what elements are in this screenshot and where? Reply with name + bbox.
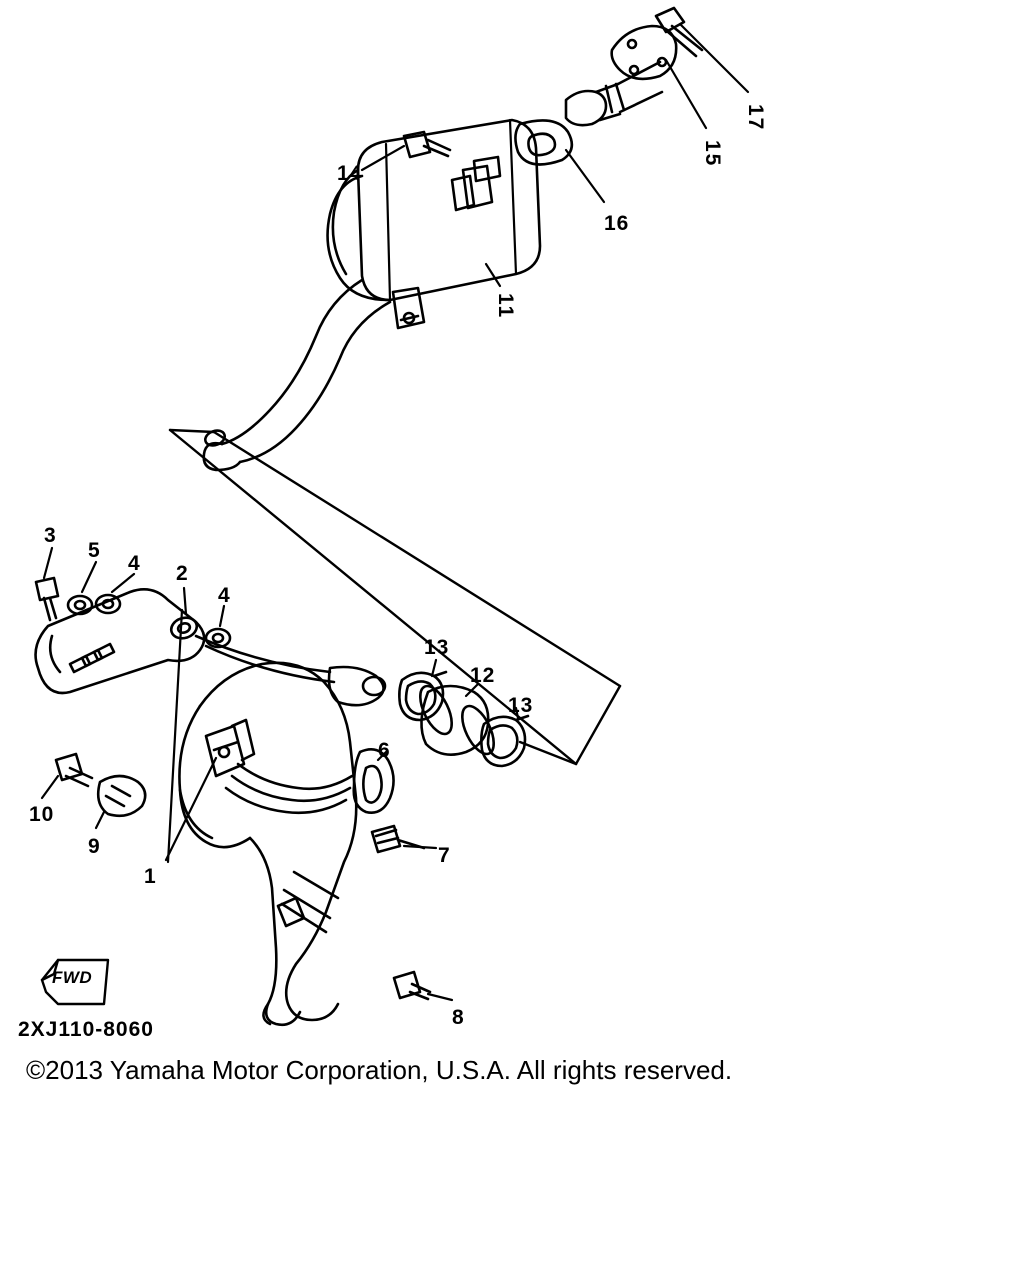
stay-rod xyxy=(196,636,385,705)
part-15-spark-arrester xyxy=(566,26,676,125)
callout-4b: 4 xyxy=(218,584,231,607)
part-1-expansion-chamber xyxy=(179,663,356,1025)
part-12-joint-pipe xyxy=(414,681,500,758)
part-5-washer xyxy=(68,596,92,614)
callout-16: 16 xyxy=(604,212,630,235)
callout-5: 5 xyxy=(88,539,101,562)
callout-3: 3 xyxy=(44,524,57,547)
callout-15: 15 xyxy=(701,140,724,168)
callout-12: 12 xyxy=(470,664,496,687)
part-10-bolt xyxy=(56,754,92,786)
callout-8: 8 xyxy=(452,1006,465,1029)
part-8-bolt xyxy=(394,972,430,999)
callout-7: 7 xyxy=(438,844,451,867)
fwd-direction-marker xyxy=(38,958,110,1008)
callout-13a: 13 xyxy=(424,636,450,659)
diagram-part-number: 2XJ110-8060 xyxy=(18,1018,154,1041)
callout-11: 11 xyxy=(494,293,517,320)
part-11-silencer xyxy=(203,120,540,470)
callout-6: 6 xyxy=(378,739,391,762)
callout-14: 14 xyxy=(337,162,363,185)
part-9-damper xyxy=(98,776,145,816)
part-13-clamp-a xyxy=(399,672,446,720)
callout-4a: 4 xyxy=(128,552,141,575)
part-17-bolt xyxy=(656,8,702,56)
callout-10: 10 xyxy=(29,803,55,826)
copyright-notice: ©2013 Yamaha Motor Corporation, U.S.A. All rights reserved. xyxy=(26,1055,733,1085)
part-14-bolt xyxy=(404,132,450,157)
callout-9: 9 xyxy=(88,835,101,858)
fwd-label-text: FWD xyxy=(52,968,93,987)
lower-leader-lines xyxy=(42,548,518,1000)
part-3-bolt xyxy=(36,578,58,620)
callout-17: 17 xyxy=(744,104,767,132)
callout-2: 2 xyxy=(176,562,189,585)
alignment-guide-lines xyxy=(170,430,620,764)
part-7-stud xyxy=(372,826,424,852)
callout-1: 1 xyxy=(144,865,157,888)
callout-13b: 13 xyxy=(508,694,534,717)
part-16-gasket xyxy=(515,120,571,164)
